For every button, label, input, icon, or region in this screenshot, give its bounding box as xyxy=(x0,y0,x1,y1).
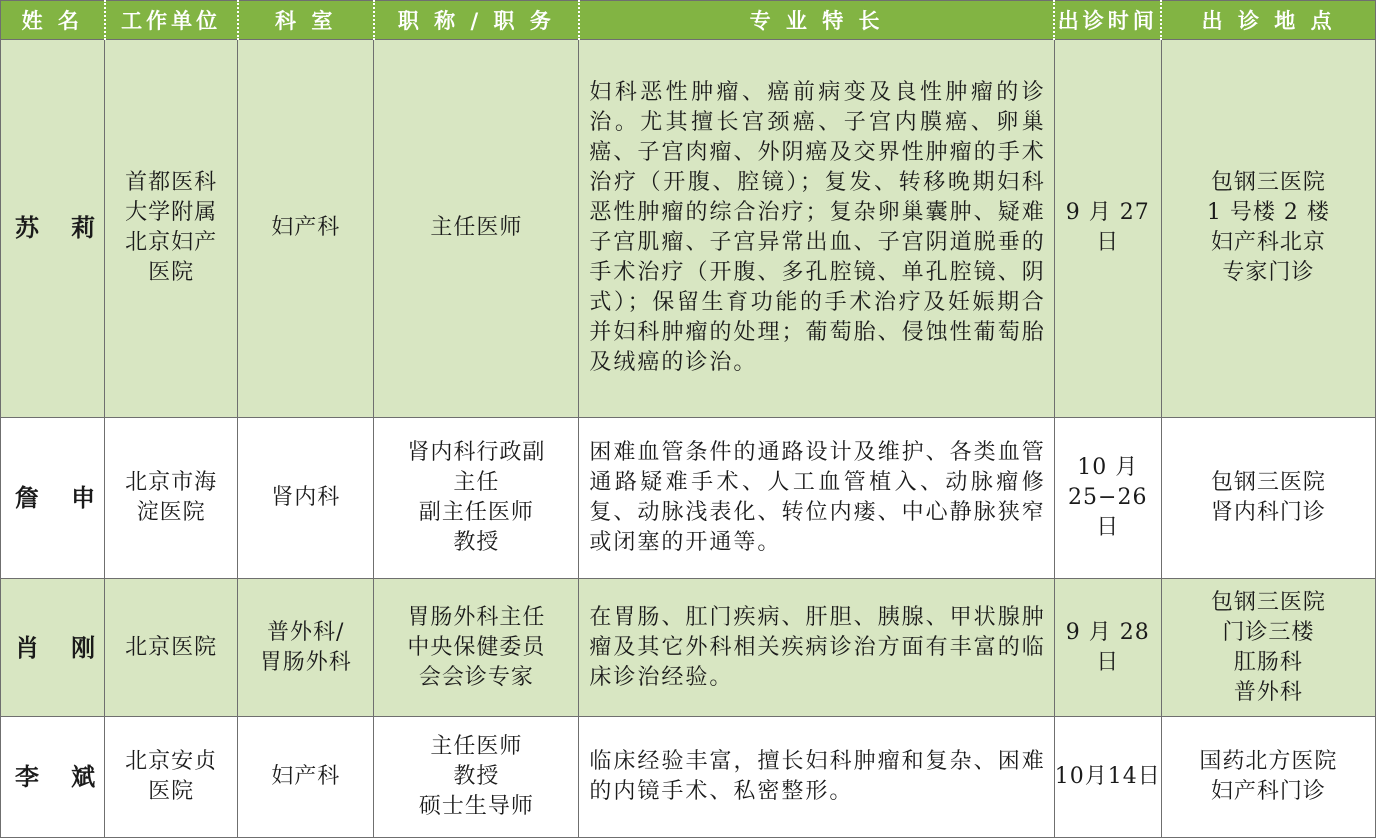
job-title-line: 副主任医师 xyxy=(418,500,534,526)
work-unit xyxy=(105,417,238,579)
name-char: 李 xyxy=(15,762,40,791)
job-title-line: 肾内科行政副 xyxy=(407,440,546,466)
department-line: 肾内科 xyxy=(271,485,341,511)
work-unit xyxy=(105,579,238,716)
specialty-text: 妇科恶性肿瘤、癌前病变及良性肿瘤的诊治。尤其擅长宫颈癌、子宫内膜癌、卵巢癌、子宫肉瘤、外阴癌及交界性肿瘤的手术治疗（开腹、腔镜）；复发、转移晚期妇科恶性肿瘤的综合治疗；复杂卵巢囊肿、疑难子宫肌瘤、子宫异常出血、子宫阴道脱垂的手术治疗（开腹、多孔腔镜、单孔腔镜、阴式）；保留生育功能的手术治疗及妊娠期合并妇科肿瘤的处理；葡萄胎、侵蚀性葡萄胎及绒癌的诊治。 xyxy=(579,40,1054,418)
work-unit-line: 北京安贞 xyxy=(125,748,218,774)
clinic-date xyxy=(1054,579,1161,716)
work-unit-line: 北京妇产 xyxy=(125,230,218,256)
job-title-line: 中央保健委员 xyxy=(407,634,546,660)
header-place: 出 诊 地 点 xyxy=(1161,1,1375,40)
work-unit-line: 医院 xyxy=(148,778,195,804)
name-char: 申 xyxy=(71,484,97,513)
job-title-line: 会会诊专家 xyxy=(418,664,534,690)
work-unit-line: 淀医院 xyxy=(136,500,206,526)
clinic-date xyxy=(1054,40,1161,418)
job-title-line: 主任医师 xyxy=(430,215,523,241)
work-unit-line: 北京市海 xyxy=(125,470,218,496)
doctor-name xyxy=(1,40,105,418)
header-title: 职 称 / 职 务 xyxy=(374,1,579,40)
clinic-date-line: 10月14日 xyxy=(1054,763,1161,789)
name-char: 肖 xyxy=(15,633,40,662)
header-dept: 科 室 xyxy=(238,1,374,40)
clinic-place xyxy=(1161,417,1375,579)
job-title-line: 教授 xyxy=(453,763,500,789)
job-title xyxy=(374,40,579,418)
header-name: 姓 名 xyxy=(1,1,105,40)
name-char: 刚 xyxy=(71,633,97,662)
job-title xyxy=(374,579,579,716)
clinic-date-line: 9 月 27 日 xyxy=(1065,200,1150,256)
clinic-date xyxy=(1054,417,1161,579)
clinic-place-line: 妇产科门诊 xyxy=(1210,778,1326,804)
clinic-date-line: 10 月 xyxy=(1077,455,1139,481)
clinic-place-line: 肾内科门诊 xyxy=(1210,500,1326,526)
header-org: 工作单位 xyxy=(105,1,238,40)
job-title-line: 硕士生导师 xyxy=(418,793,534,819)
name-char: 莉 xyxy=(71,214,97,243)
clinic-place-line: 国药北方医院 xyxy=(1199,748,1338,774)
name-char: 詹 xyxy=(15,484,40,513)
clinic-place-line: 包钢三医院 xyxy=(1210,470,1326,496)
table-row xyxy=(1,40,1376,418)
name-char: 苏 xyxy=(15,214,40,243)
clinic-date-line: 9 月 28 日 xyxy=(1065,619,1150,675)
job-title xyxy=(374,417,579,579)
department xyxy=(238,716,374,837)
work-unit-line: 大学附属 xyxy=(125,200,218,226)
work-unit-line: 北京医院 xyxy=(125,634,218,660)
table-row xyxy=(1,417,1376,579)
clinic-place-line: 专家门诊 xyxy=(1222,260,1315,286)
department xyxy=(238,40,374,418)
clinic-place-line: 妇产科北京 xyxy=(1210,230,1326,256)
doctor-name xyxy=(1,579,105,716)
work-unit xyxy=(105,716,238,837)
doctor-name xyxy=(1,716,105,837)
table-row xyxy=(1,716,1376,837)
clinic-place xyxy=(1161,40,1375,418)
specialty-text: 困难血管条件的通路设计及维护、各类血管通路疑难手术、人工血管植入、动脉瘤修复、动脉浅表化、转位内瘘、中心静脉狭窄或闭塞的开通等。 xyxy=(579,417,1054,579)
table-header-row xyxy=(1,1,1376,40)
work-unit-line: 首都医科 xyxy=(125,170,218,196)
clinic-place-line: 门诊三楼 xyxy=(1222,619,1315,645)
department xyxy=(238,579,374,716)
job-title-line: 主任 xyxy=(453,470,500,496)
header-specialty: 专 业 特 长 xyxy=(579,1,1054,40)
clinic-date xyxy=(1054,716,1161,837)
doctor-name xyxy=(1,417,105,579)
job-title-line: 教授 xyxy=(453,530,500,556)
clinic-place-line: 包钢三医院 xyxy=(1210,170,1326,196)
department-line: 妇产科 xyxy=(271,215,341,241)
clinic-place-line: 肛肠科 xyxy=(1233,649,1303,675)
work-unit xyxy=(105,40,238,418)
clinic-place-line: 1 号楼 2 楼 xyxy=(1206,200,1330,226)
work-unit-line: 医院 xyxy=(148,260,195,286)
department-line: 普外科/ xyxy=(266,619,345,645)
job-title xyxy=(374,716,579,837)
clinic-place-line: 普外科 xyxy=(1233,679,1303,705)
clinic-place-line: 包钢三医院 xyxy=(1210,589,1326,615)
specialty-text: 临床经验丰富，擅长妇科肿瘤和复杂、困难的内镜手术、私密整形。 xyxy=(579,716,1054,837)
job-title-line: 主任医师 xyxy=(430,733,523,759)
header-date: 出诊时间 xyxy=(1054,1,1161,40)
specialty-text: 在胃肠、肛门疾病、肝胆、胰腺、甲状腺肿瘤及其它外科相关疾病诊治方面有丰富的临床诊治经验。 xyxy=(579,579,1054,716)
department xyxy=(238,417,374,579)
department-line: 胃肠外科 xyxy=(259,649,352,675)
department-line: 妇产科 xyxy=(271,763,341,789)
table-row xyxy=(1,579,1376,716)
clinic-place xyxy=(1161,716,1375,837)
clinic-date-line: 25−26 日 xyxy=(1068,485,1148,541)
job-title-line: 胃肠外科主任 xyxy=(407,604,546,630)
clinic-place xyxy=(1161,579,1375,716)
name-char: 斌 xyxy=(71,762,97,791)
